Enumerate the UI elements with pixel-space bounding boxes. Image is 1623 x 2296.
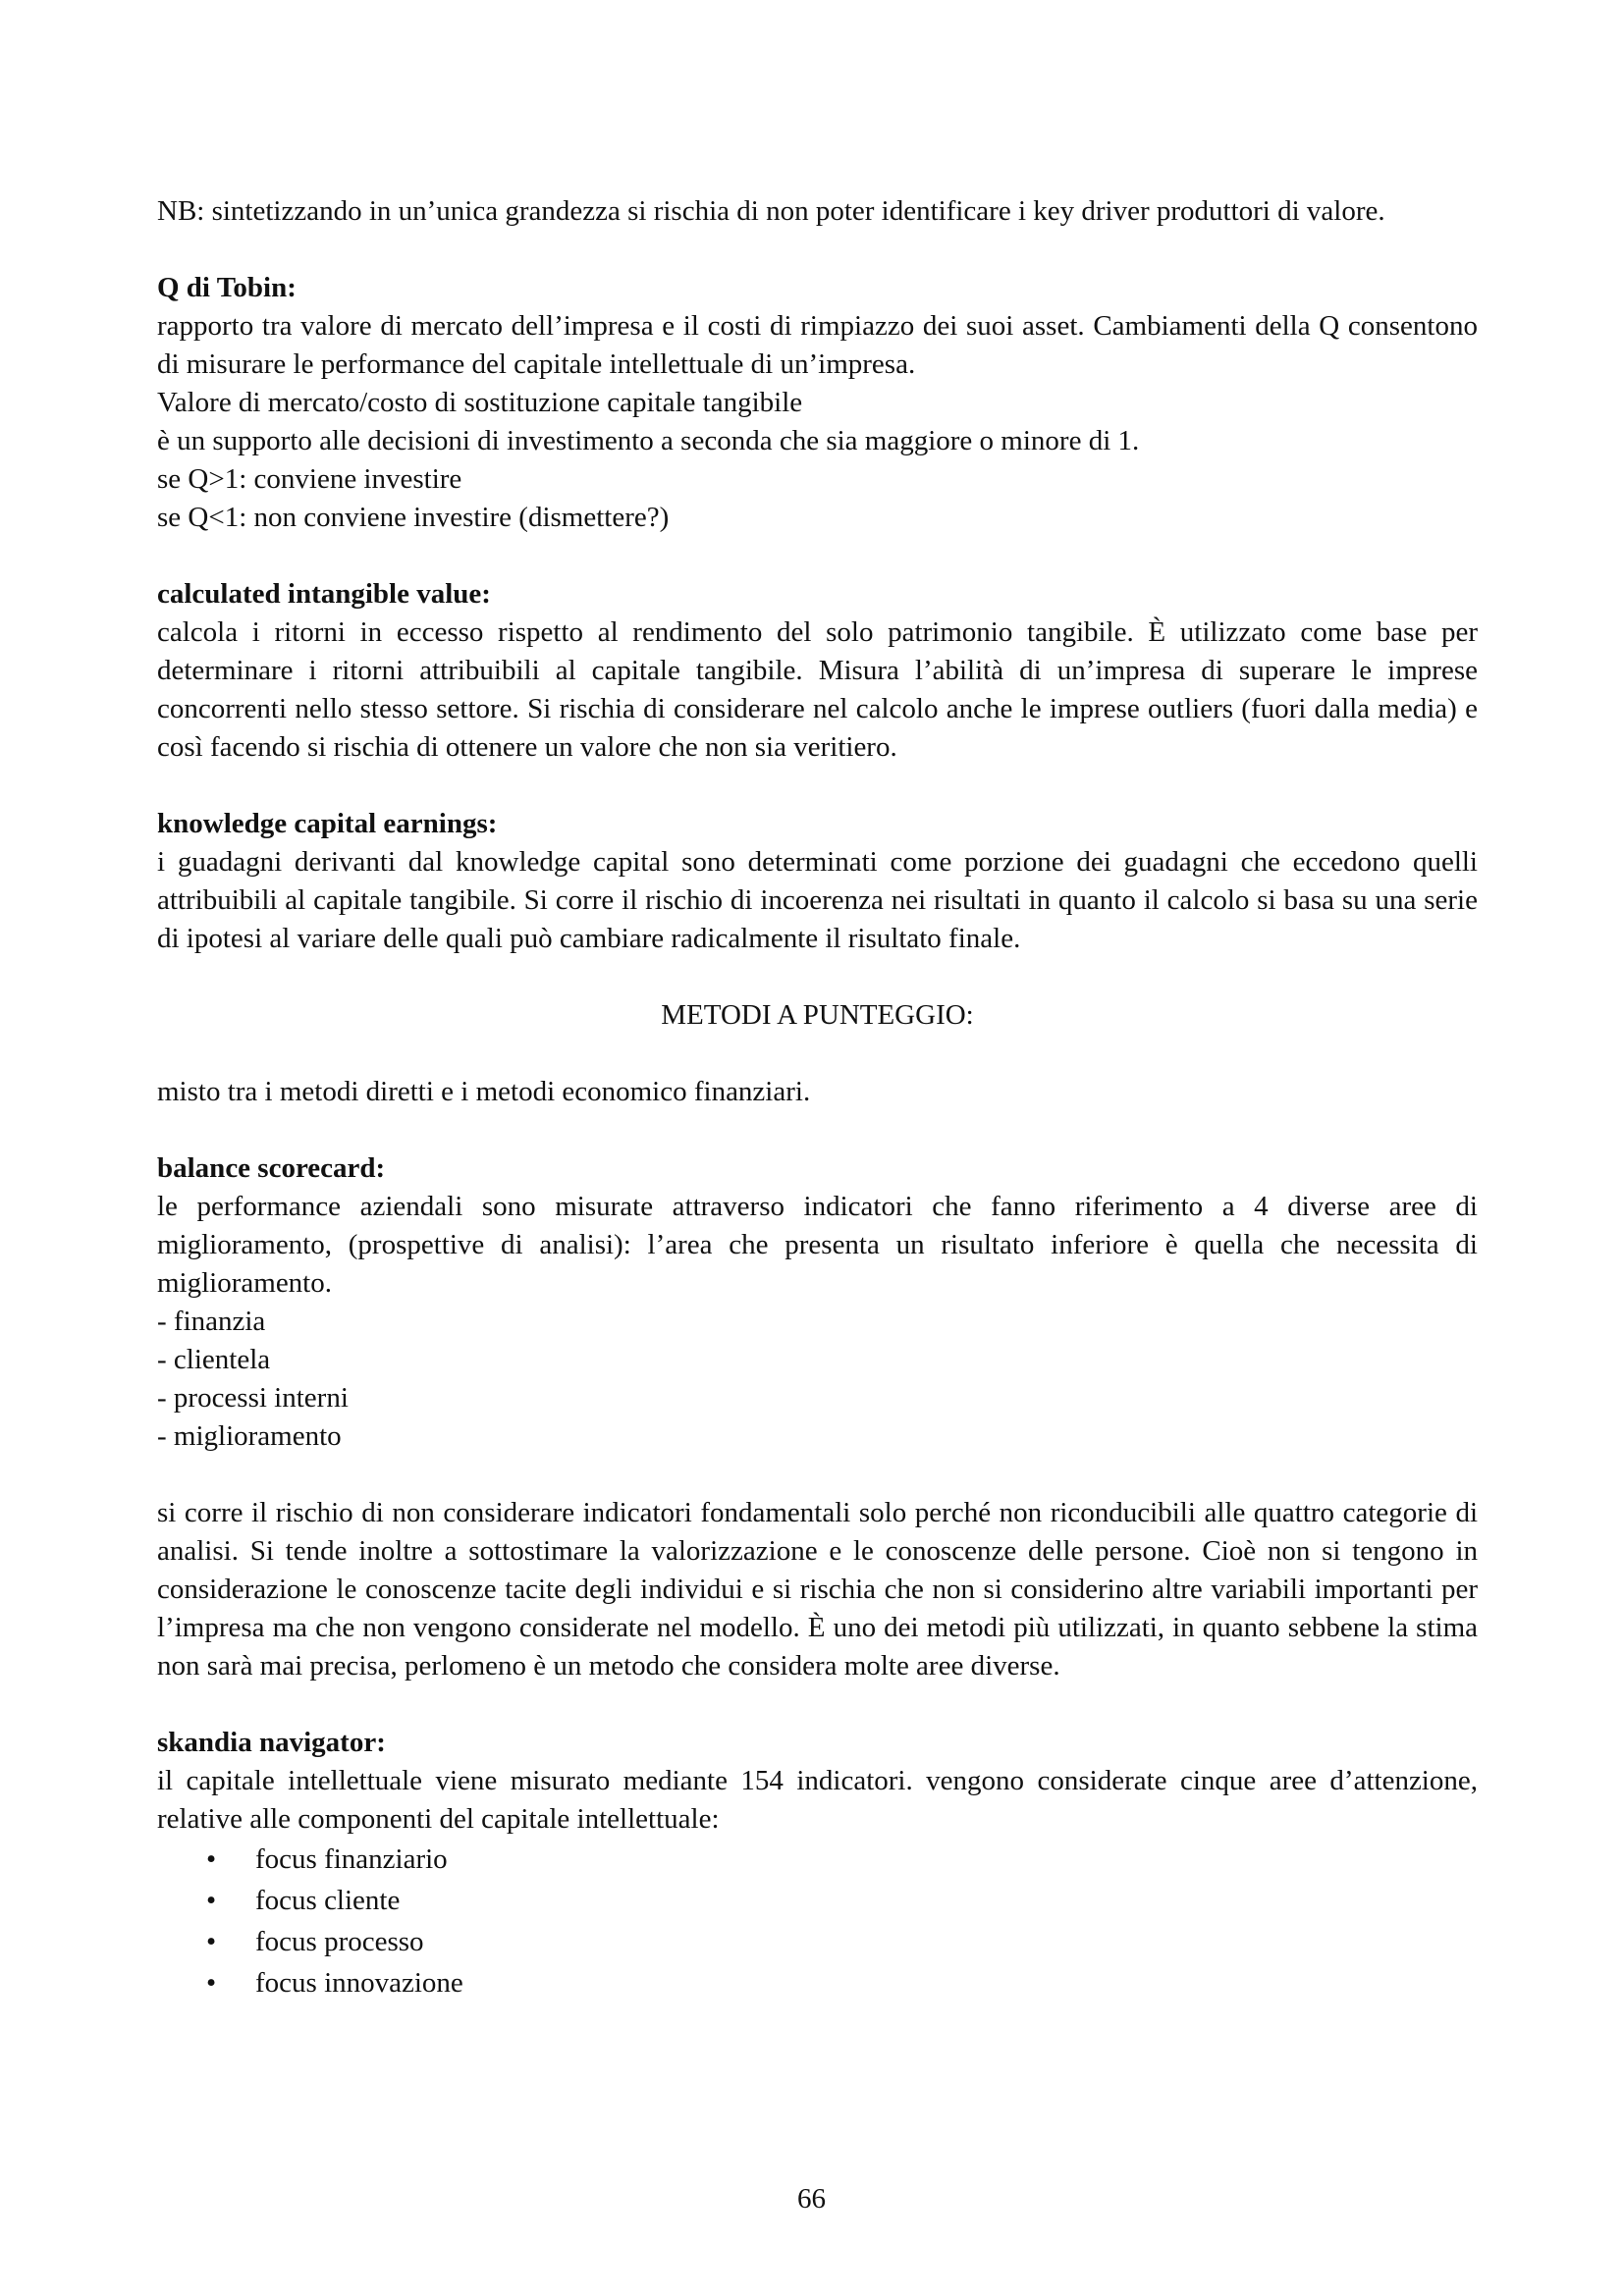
tobin-rule-less: se Q<1: non conviene investire (dismettere?) [157,502,670,533]
metodi-intro: misto tra i metodi diretti e i metodi economico finanziari. [157,1076,811,1107]
bullet-icon: • [206,1967,217,1999]
list-item [157,1839,1478,1880]
bsc-note: si corre il rischio di non considerare indicatori fondamentali solo perché non riconducibili alle quattro categorie di analisi. Si tende inoltre a sottostimare la valorizzazione e le conoscenze delle persone. Cioè non si tengono in considerazione le conoscenze tacite degli individui e si rischia che non si considerino altre variabili importanti per l’impresa ma che non vengono considerate nel modello. È uno dei metodi più utilizzati, in quanto sebbene la stima non sarà mai precisa, perlomeno è un metodo che considera molte aree diverse. [157,1497,1478,1682]
bsc-body: le performance aziendali sono misurate attraverso indicatori che fanno riferimento a 4 diverse aree di miglioramento, (prospettive di analisi): l’area che presenta un risultato inferiore è quella che necessita di miglioramento. [157,1191,1478,1299]
list-item [157,1962,1478,2003]
tobin-rule-greater: se Q>1: conviene investire [157,463,462,495]
nb-paragraph: NB: sintetizzando in un’unica grandezza si rischia di non poter identificare i key driver produttori di valore. [157,195,1385,227]
civ-title: calculated intangible value: [157,578,491,610]
bullet-icon: • [206,1926,217,1957]
tobin-formula: Valore di mercato/costo di sostituzione capitale tangibile [157,387,803,418]
bullet-icon: • [206,1885,217,1916]
page-number: 66 [797,2183,826,2215]
list-item-label: focus finanziario [255,1843,448,1875]
list-item [157,1921,1478,1962]
kce-body: i guadagni derivanti dal knowledge capital sono determinati come porzione dei guadagni che eccedono quelli attribuibili al capitale tangibile. Si corre il rischio di incoerenza nei risultati in quanto il calcolo si basa su una serie di ipotesi al variare delle quali può cambiare radicalmente il risultato finale. [157,846,1478,954]
tobin-title: Q di Tobin: [157,272,297,303]
tobin-support: è un supporto alle decisioni di investimento a seconda che sia maggiore o minore di 1. [157,425,1140,456]
skandia-title: skandia navigator: [157,1727,386,1758]
bsc-list-item: - processi interni [157,1382,349,1414]
list-item-label: focus innovazione [255,1967,463,1999]
tobin-definition: rapporto tra valore di mercato dell’impresa e il costi di rimpiazzo dei suoi asset. Cambiamenti della Q consentono di misurare le performance del capitale intellettuale di un’impresa. [157,310,1478,380]
bsc-list-item: - clientela [157,1344,271,1375]
metodi-heading: METODI A PUNTEGGIO: [661,999,974,1031]
kce-title: knowledge capital earnings: [157,808,498,839]
list-item-label: focus cliente [255,1885,401,1916]
document-page [157,192,1478,2003]
skandia-body: il capitale intellettuale viene misurato mediante 154 indicatori. vengono considerate cinque aree d’attenzione, relative alle componenti del capitale intellettuale: [157,1765,1478,1835]
list-item-label: focus processo [255,1926,424,1957]
bsc-list-item: - finanzia [157,1306,266,1337]
bsc-list-item: - miglioramento [157,1420,342,1452]
civ-body: calcola i ritorni in eccesso rispetto al rendimento del solo patrimonio tangibile. È utilizzato come base per determinare i ritorni attribuibili al capitale tangibile. Misura l’abilità di un’impresa di superare le imprese concorrenti nello stesso settore. Si rischia di considerare nel calcolo anche le imprese outliers (fuori dalla media) e così facendo si rischia di ottenere un valore che non sia veritiero. [157,616,1478,763]
skandia-focus-list [157,1839,1478,2003]
bsc-title: balance scorecard: [157,1152,386,1184]
list-item [157,1880,1478,1921]
bullet-icon: • [206,1843,217,1875]
